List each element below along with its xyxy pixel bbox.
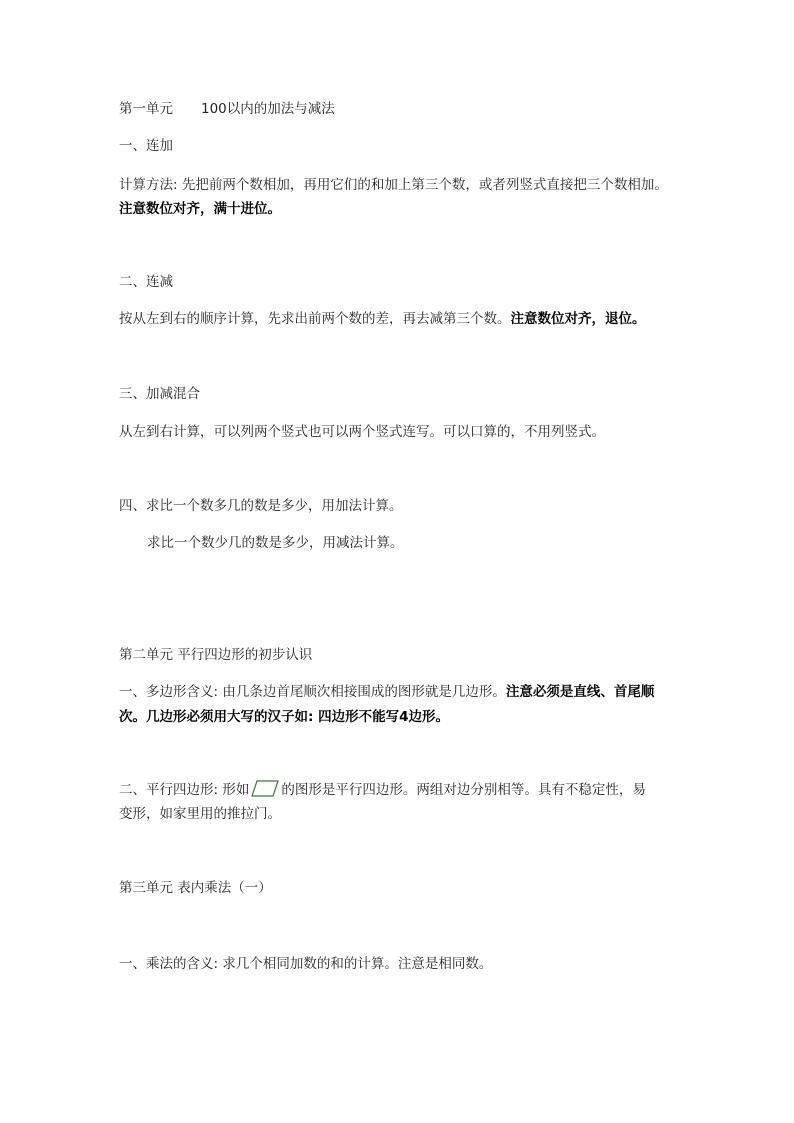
- unit2-s1-text: 一、多边形含义: 由几条边首尾顺次相接围成的图形就是几边形。: [119, 684, 506, 700]
- unit2-title: 第二单元 平行四边形的初步认识: [119, 647, 313, 663]
- unit1-s4-line2: 求比一个数少几的数是多少，用减法计算。: [147, 535, 404, 551]
- unit1-s1-heading: 一、连加: [119, 138, 173, 154]
- unit1-s3-heading: 三、加减混合: [119, 386, 200, 402]
- unit1-label: 第一单元: [119, 101, 173, 117]
- unit2-s2-line1: [119, 780, 646, 802]
- unit1-s2-line: [119, 310, 646, 328]
- unit2-s1-bold1: 注意必须是直线、首尾顺: [505, 684, 655, 700]
- unit1-s1-line1: 计算方法: 先把前两个数相加，再用它们的和加上第三个数，或者列竖式直接把三个数相加。: [119, 177, 668, 193]
- unit1-s2-bold: 注意数位对齐，退位。: [510, 311, 646, 327]
- unit2-s1-line1: [119, 683, 654, 701]
- unit1-s2-heading: 二、连减: [119, 274, 173, 290]
- unit1-s4-line1: 四、求比一个数多几的数是多少，用加法计算。: [119, 498, 403, 514]
- unit2-s2-pre: 二、平行四边形: 形如: [119, 782, 250, 798]
- unit2-s2-line2: 变形，如家里用的推拉门。: [119, 806, 281, 822]
- unit3-s1-text: 一、乘法的含义: 求几个相同加数的和的计算。注意是相同数。: [119, 956, 493, 972]
- parallelogram-icon: [251, 780, 279, 802]
- unit3-title: 第三单元 表内乘法（一）: [119, 880, 272, 896]
- unit2-s1-line2: 次。几边形必须用大写的汉子如: 四边形不能写4边形。: [119, 709, 449, 725]
- unit2-s2-post: 的图形是平行四边形。两组对边分别相等。具有不稳定性，易: [281, 782, 646, 798]
- unit1-s3-text: 从左到右计算，可以列两个竖式也可以两个竖式连写。可以口算的，不用列竖式。: [119, 424, 605, 440]
- unit1-topic: 100以内的加法与减法: [201, 101, 335, 117]
- unit1-title: [119, 100, 335, 118]
- unit1-s1-line2: 注意数位对齐，满十进位。: [119, 201, 281, 217]
- unit1-s2-text: 按从左到右的顺序计算，先求出前两个数的差，再去减第三个数。: [119, 311, 511, 327]
